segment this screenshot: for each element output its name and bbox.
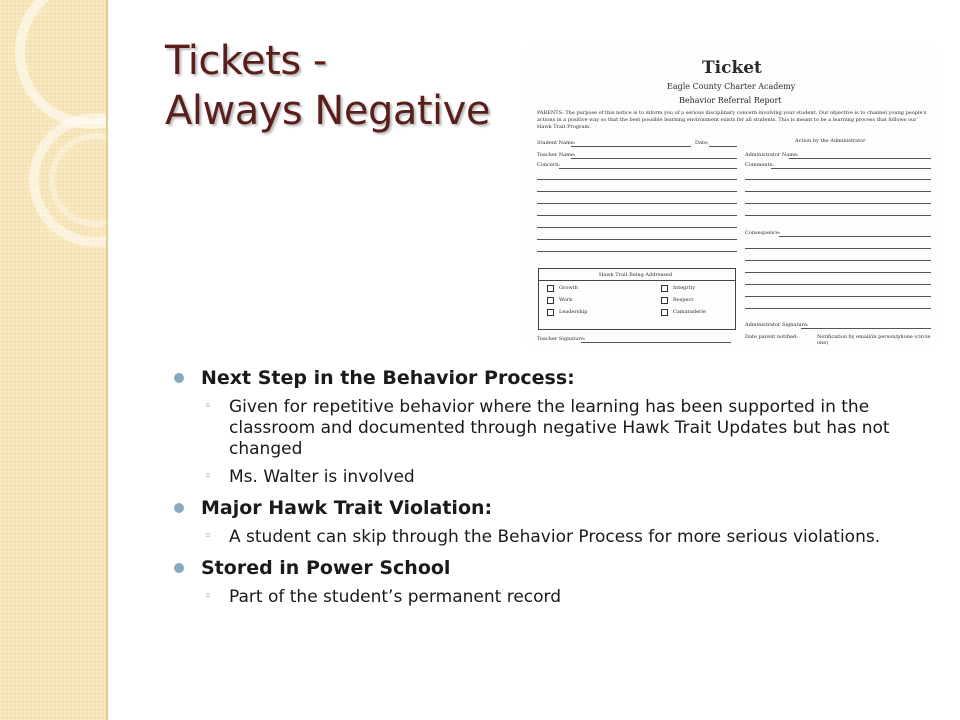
trait-box-title: Hawk Trait Being Addressed bbox=[599, 272, 673, 278]
ticket-line bbox=[537, 239, 737, 240]
ticket-date: Date: bbox=[695, 140, 709, 146]
sub-bullet bbox=[174, 527, 904, 548]
ticket-parents-text: PARENTS: The purpose of this notice is to inform you of a serious disciplinary concern involving your student. Our objective is to channel young people's actions in a positive way so that the best possible learning environment exists for all students. This is meant to be a learning process that follows our Hawk Trait Program. bbox=[537, 110, 927, 130]
ticket-date-notified: Date parent notified: bbox=[745, 334, 798, 340]
trait-leadership: Leadership bbox=[559, 309, 588, 315]
sub-bullet-text: Given for repetitive behavior where the learning has been supported in the classroom and documented through negative Hawk Trait Updates but has not changed bbox=[229, 397, 890, 459]
ticket-line bbox=[745, 215, 931, 216]
ticket-student-name: Student Name: bbox=[537, 140, 576, 146]
ticket-line bbox=[709, 146, 737, 147]
sub-bullet-text: Part of the student’s permanent record bbox=[229, 587, 562, 607]
ticket-line bbox=[537, 215, 737, 216]
bullet-next-step bbox=[174, 366, 904, 390]
sub-bullet-text: A student can skip through the Behavior Process for more serious violations. bbox=[229, 527, 881, 547]
ticket-heading: Ticket bbox=[702, 58, 762, 78]
ticket-line bbox=[571, 146, 691, 147]
ticket-teacher-signature: Teacher Signature: bbox=[537, 336, 586, 342]
hawk-trait-box bbox=[538, 268, 736, 330]
ticket-line bbox=[745, 308, 931, 309]
ticket-line bbox=[745, 248, 931, 249]
ticket-line bbox=[789, 158, 931, 159]
ticket-consequence: Consequence: bbox=[745, 230, 781, 236]
ticket-line bbox=[537, 191, 737, 192]
decorative-sidebar bbox=[0, 0, 106, 720]
ticket-line bbox=[745, 179, 931, 180]
ticket-admin-signature: Administrator Signature: bbox=[745, 322, 809, 328]
ticket-line bbox=[745, 203, 931, 204]
ticket-school: Eagle County Charter Academy bbox=[667, 82, 796, 91]
ticket-line bbox=[537, 251, 737, 252]
ticket-line bbox=[745, 296, 931, 297]
trait-growth: Growth bbox=[559, 285, 578, 291]
sub-bullet-text: Ms. Walter is involved bbox=[229, 467, 415, 487]
checkbox-icon bbox=[547, 309, 554, 316]
ticket-notification: Notification by email/in person/phone (circle one) bbox=[817, 334, 931, 346]
ticket-comments: Comments: bbox=[745, 162, 774, 168]
ticket-line bbox=[571, 158, 737, 159]
slide-title bbox=[165, 36, 490, 136]
sub-bullet-marker-icon: ◦ bbox=[204, 529, 212, 544]
checkbox-icon bbox=[547, 285, 554, 292]
ticket-line bbox=[779, 236, 931, 237]
checkbox-icon bbox=[661, 297, 668, 304]
ticket-line bbox=[745, 284, 931, 285]
ticket-line bbox=[581, 342, 731, 343]
title-line-2: Always Negative bbox=[165, 88, 490, 134]
ticket-teacher-name: Teacher Name: bbox=[537, 152, 576, 158]
ticket-concern: Concern: bbox=[537, 162, 561, 168]
ticket-line bbox=[745, 272, 931, 273]
ticket-line bbox=[537, 179, 737, 180]
ticket-line bbox=[771, 168, 931, 169]
ticket-form-image bbox=[527, 46, 937, 346]
title-line-1: Tickets - bbox=[165, 38, 327, 84]
ticket-line bbox=[537, 227, 737, 228]
bullet-text: Stored in Power School bbox=[201, 557, 451, 579]
checkbox-icon bbox=[547, 297, 554, 304]
bullet-power-school bbox=[174, 556, 904, 580]
trait-box-divider bbox=[539, 280, 735, 281]
circle-ornament-icon bbox=[0, 0, 106, 720]
trait-camaraderie: Camaraderie bbox=[673, 309, 707, 315]
ticket-line bbox=[745, 191, 931, 192]
ticket-action-heading: Action by the Administrator bbox=[795, 138, 866, 144]
sub-bullet bbox=[174, 467, 904, 488]
ticket-line bbox=[801, 328, 931, 329]
checkbox-icon bbox=[661, 309, 668, 316]
sidebar-divider bbox=[106, 0, 108, 720]
bullet-text: Major Hawk Trait Violation: bbox=[201, 497, 493, 519]
bullet-major-violation bbox=[174, 496, 904, 520]
sub-bullet-marker-icon: ◦ bbox=[204, 469, 212, 484]
ticket-line bbox=[559, 168, 737, 169]
checkbox-icon bbox=[661, 285, 668, 292]
trait-work: Work bbox=[559, 297, 573, 303]
sub-bullet-marker-icon: ◦ bbox=[204, 589, 212, 604]
sub-bullet-marker-icon: ◦ bbox=[204, 399, 212, 414]
ticket-line bbox=[745, 260, 931, 261]
ticket-admin-name: Administrator Name: bbox=[745, 152, 799, 158]
bullet-list bbox=[174, 358, 904, 608]
ticket-subtitle: Behavior Referral Report bbox=[679, 96, 782, 105]
trait-integrity: Integrity bbox=[673, 285, 696, 291]
sub-bullet bbox=[174, 397, 904, 460]
ticket-line bbox=[537, 203, 737, 204]
trait-respect: Respect bbox=[673, 297, 694, 303]
bullet-text: Next Step in the Behavior Process: bbox=[201, 367, 575, 389]
sub-bullet bbox=[174, 587, 904, 608]
